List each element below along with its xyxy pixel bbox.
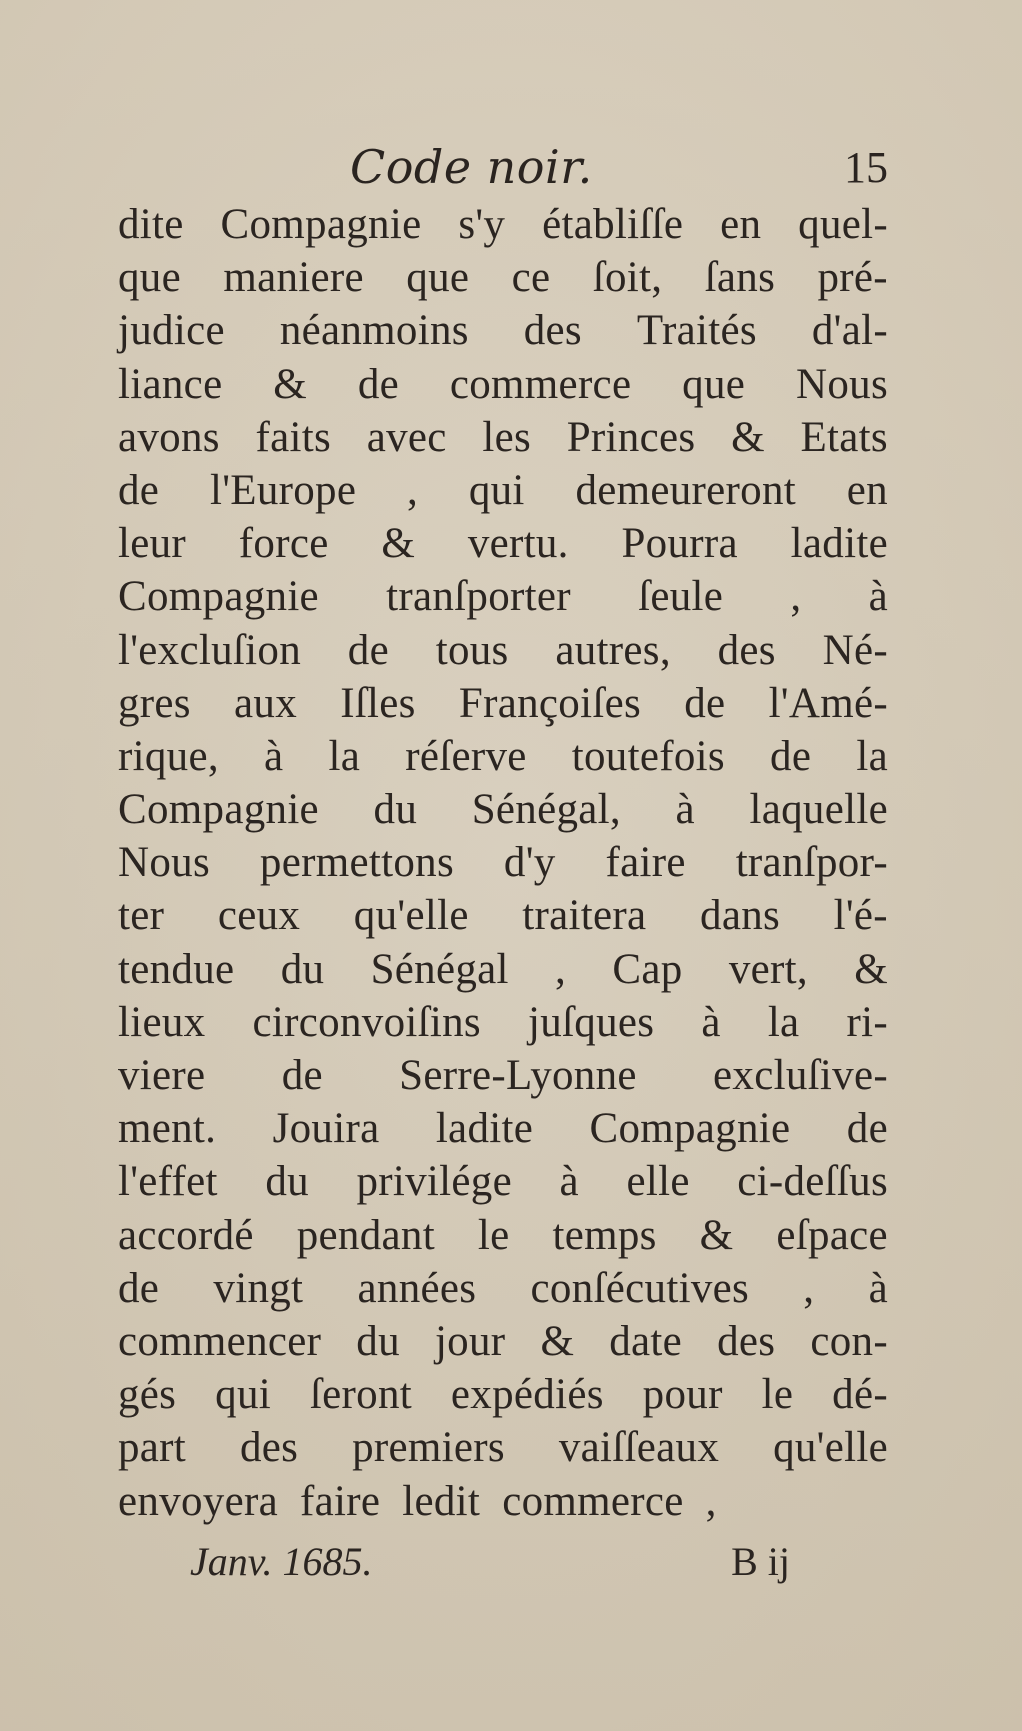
text-line: lieux circonvoiſins juſques à la ri- (118, 998, 888, 1046)
footer-date: Janv. 1685. (190, 1539, 373, 1584)
text-line: gres aux Iſles Françoiſes de l'Amé- (118, 679, 888, 727)
text-line: leur force & vertu. Pourra ladite (118, 520, 888, 568)
text-line: accordé pendant le temps & eſpace (118, 1211, 888, 1259)
body-text (118, 200, 888, 1530)
text-line: de l'Europe , qui demeureront en (118, 466, 888, 514)
page-header (118, 140, 888, 200)
text-line: de vingt années conſécutives , à (118, 1264, 888, 1312)
text-line: Compagnie tranſporter ſeule , à (118, 573, 888, 621)
running-title: Code noir. (350, 140, 593, 194)
text-line: dite Compagnie s'y établiſſe en quel- (118, 201, 888, 248)
text-line: que maniere que ce ſoit, ſans pré- (118, 254, 888, 302)
page-number: 15 (844, 143, 888, 192)
text-line: commencer du jour & date des con- (118, 1317, 888, 1365)
text-line: l'effet du privilége à elle ci-deſſus (118, 1158, 888, 1206)
signature-mark: B ij (731, 1539, 790, 1584)
text-line: viere de Serre-Lyonne excluſive- (118, 1052, 888, 1099)
text-line: Nous permettons d'y faire tranſpor- (118, 839, 888, 887)
text-line: tendue du Sénégal , Cap vert, & (118, 945, 888, 993)
text-line: liance & de commerce que Nous (118, 360, 888, 408)
text-line: gés qui ſeront expédiés pour le dé- (118, 1371, 888, 1419)
text-line: l'excluſion de tous autres, des Né- (118, 626, 888, 674)
text-line: Compagnie du Sénégal, à laquelle (118, 786, 888, 834)
page-footer (190, 1538, 790, 1588)
text-line: ment. Jouira ladite Compagnie de (118, 1105, 888, 1153)
text-line: part des premiers vaiſſeaux qu'elle (118, 1424, 888, 1472)
text-line: ter ceux qu'elle traitera dans l'é- (118, 892, 888, 940)
text-line: rique, à la réſerve toutefois de la (118, 732, 888, 780)
text-line: judice néanmoins des Traités d'al- (118, 307, 888, 355)
text-line: envoyera faire ledit commerce , (118, 1477, 717, 1525)
text-line: avons faits avec les Princes & Etats (118, 413, 888, 461)
